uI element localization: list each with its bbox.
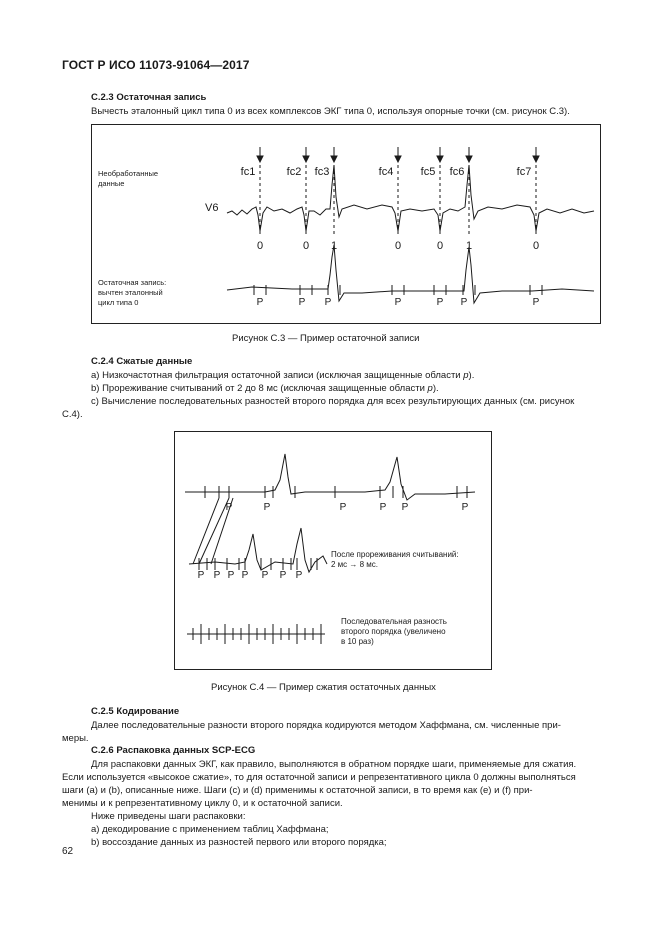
beat-type-label: 1 xyxy=(330,240,338,252)
fiducial-label: fc7 xyxy=(516,166,532,178)
p-label: P xyxy=(241,570,249,581)
figure-c3-drawing xyxy=(92,125,600,323)
p-label: P xyxy=(295,570,303,581)
figure-c3-caption: Рисунок С.3 — Пример остаточной записи xyxy=(232,333,420,344)
lead-label-v6: V6 xyxy=(205,202,219,214)
fiducial-label: fc2 xyxy=(286,166,302,178)
p-label: P xyxy=(298,297,306,308)
decompression-item-a: a) декодирование с применением таблиц Хаффмана; xyxy=(91,824,329,835)
figure-c4-drawing xyxy=(175,432,491,669)
connector-line xyxy=(193,498,219,564)
decompression-text-3: шаги (a) и (b), описанные ниже. Шаги (c) и (d) применимы к остаточной записи, в то время как (e) и (f) при- xyxy=(62,785,533,796)
list-item-b: b) Прореживание считываний от 2 до 8 мс (исключая защищенные области p). xyxy=(91,383,439,394)
p-label: P xyxy=(394,297,402,308)
list-item-a: a) Низкочастотная фильтрация остаточной записи (исключая защищенные области p). xyxy=(91,370,475,381)
fiducial-label: fc5 xyxy=(420,166,436,178)
section-heading-compressed: C.2.4 Сжатые данные xyxy=(91,356,193,367)
p-label: P xyxy=(279,570,287,581)
decimation-label: После прореживания считываний: 2 мс → 8 мс. xyxy=(331,550,459,569)
fiducial-arrow-head xyxy=(437,156,443,162)
figure-c4-caption: Рисунок С.4 — Пример сжатия остаточных данных xyxy=(211,682,436,693)
p-label: P xyxy=(261,570,269,581)
page-number: 62 xyxy=(62,846,74,857)
p-label: P xyxy=(256,297,264,308)
section-heading-residual: C.2.3 Остаточная запись xyxy=(91,92,207,103)
fiducial-label: fc4 xyxy=(378,166,394,178)
p-label: P xyxy=(339,502,347,513)
beat-type-label: 1 xyxy=(465,240,473,252)
p-label: P xyxy=(460,297,468,308)
fiducial-arrow-head xyxy=(395,156,401,162)
p-label: P xyxy=(227,570,235,581)
second-difference-label: Последовательная разность второго порядка (увеличено в 10 раз) xyxy=(341,617,447,646)
decompression-item-b: b) воссоздание данных из разностей первого или второго порядка; xyxy=(91,837,387,848)
figure-c3 xyxy=(91,124,601,324)
p-label: P xyxy=(225,502,233,513)
beat-type-label: 0 xyxy=(302,240,310,252)
p-label: P xyxy=(324,297,332,308)
document-header: ГОСТ Р ИСО 11073-91064—2017 xyxy=(62,58,250,72)
residual-trace xyxy=(227,245,594,303)
beat-type-label: 0 xyxy=(256,240,264,252)
decompression-text-5: Ниже приведены шаги распаковки: xyxy=(91,811,246,822)
beat-type-label: 0 xyxy=(394,240,402,252)
figure-c4 xyxy=(174,431,492,670)
p-label: P xyxy=(263,502,271,513)
p-label: P xyxy=(197,570,205,581)
decimated-trace xyxy=(189,528,327,572)
beat-type-label: 0 xyxy=(532,240,540,252)
p-label: P xyxy=(436,297,444,308)
coding-text-2: меры. xyxy=(62,733,89,744)
list-item-c: c) Вычисление последовательных разностей второго порядка для всех результирующих данных (см. рисунок xyxy=(91,396,575,407)
p-label: P xyxy=(213,570,221,581)
p-label: P xyxy=(532,297,540,308)
fiducial-arrow-head xyxy=(331,156,337,162)
p-label: P xyxy=(379,502,387,513)
section-heading-coding: C.2.5 Кодирование xyxy=(91,706,180,717)
list-item-c-cont: С.4). xyxy=(62,409,83,420)
fiducial-label: fc1 xyxy=(240,166,256,178)
fiducial-arrow-head xyxy=(466,156,472,162)
fiducial-label: fc3 xyxy=(314,166,330,178)
raw-data-label: Необработанные данные xyxy=(98,169,159,188)
coding-text-1: Далее последовательные разности второго порядка кодируются методом Хаффмана, см. численные при- xyxy=(91,720,561,731)
fiducial-arrow-head xyxy=(257,156,263,162)
raw-ecg-trace xyxy=(227,165,594,231)
fiducial-label: fc6 xyxy=(449,166,465,178)
beat-type-label: 0 xyxy=(436,240,444,252)
fiducial-arrow-head xyxy=(303,156,309,162)
p-label: P xyxy=(401,502,409,513)
residual-label: Остаточная запись: вычтен эталонный цикл типа 0 xyxy=(98,278,167,307)
p-label: P xyxy=(461,502,469,513)
decompression-text-2: Если используется «высокое сжатие», то для остаточной записи и репрезентативного цикла 0 должны выполняться xyxy=(62,772,576,783)
decompression-text-4: менимы и к репрезентативному циклу 0, и к остаточной записи. xyxy=(62,798,343,809)
fiducial-arrow-head xyxy=(533,156,539,162)
section-heading-decompression: C.2.6 Распаковка данных SCP-ECG xyxy=(91,745,256,756)
decompression-text-1: Для распаковки данных ЭКГ, как правило, выполняются в обратном порядке шаги, применяемые для сжатия. xyxy=(91,759,577,770)
section-text-residual: Вычесть эталонный цикл типа 0 из всех комплексов ЭКГ типа 0, используя опорные точки (см. рисунок С.3). xyxy=(91,106,570,117)
